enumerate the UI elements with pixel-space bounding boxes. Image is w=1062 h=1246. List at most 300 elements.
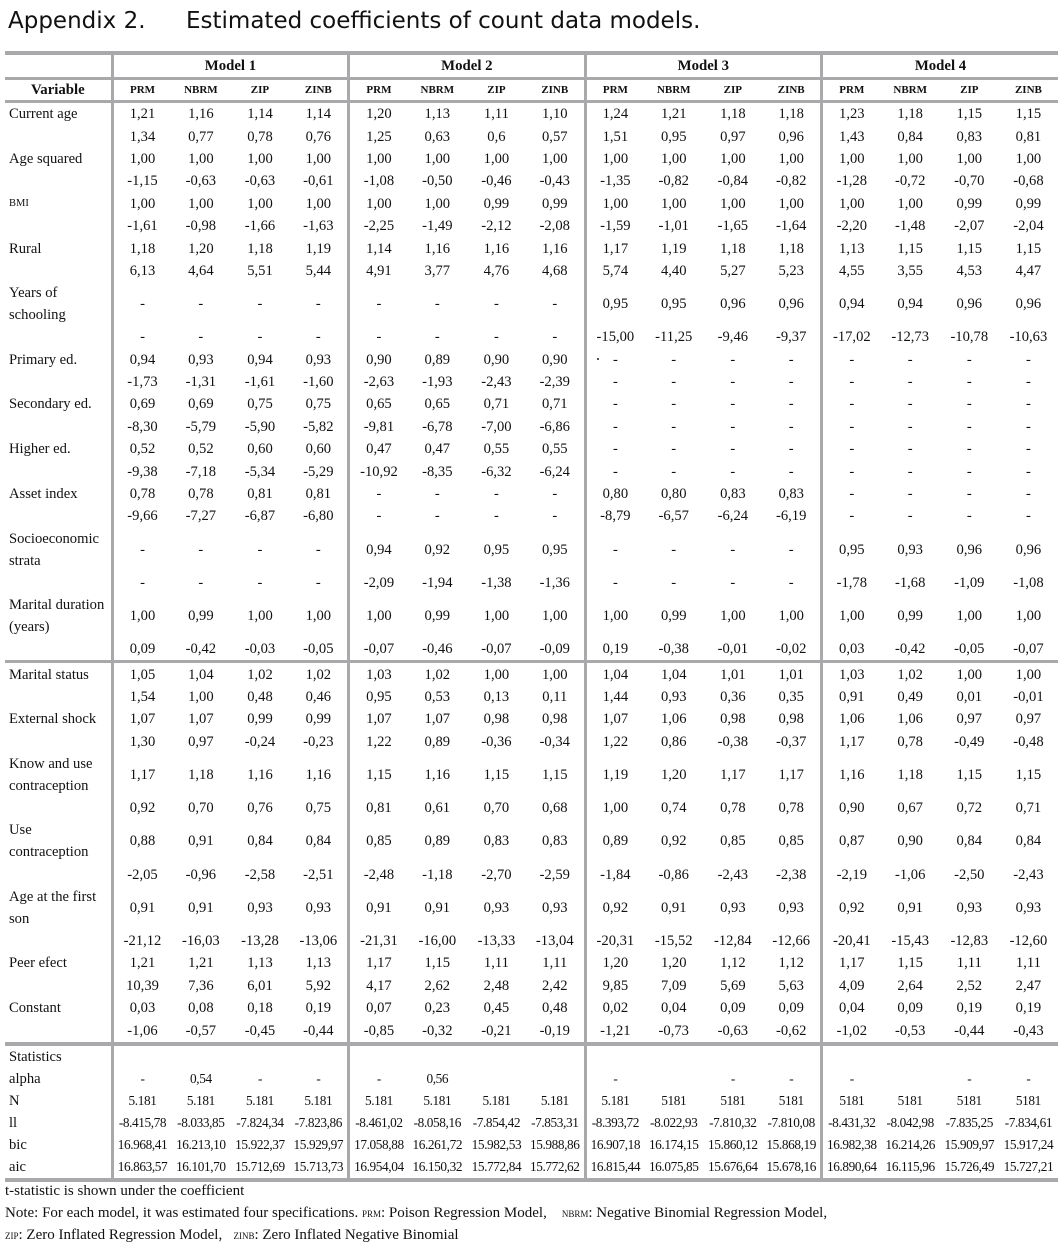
value-cell: 0,92: [424, 541, 451, 558]
value-cell: -: [1025, 374, 1031, 391]
value-cell: 0,98: [778, 711, 804, 728]
value-cell: -5,29: [303, 463, 334, 480]
value-cell: 0,78: [188, 486, 214, 503]
value-cell: [171, 1044, 230, 1068]
value-cell: 0,23: [424, 1000, 451, 1017]
value-cell: 1,43: [822, 125, 881, 147]
value-cell: -0,70: [954, 173, 985, 190]
model-header-row: [5, 53, 1058, 79]
value-cell: 0,78: [897, 733, 923, 750]
value-cell: 0,80: [660, 486, 687, 503]
value-cell: -6,87: [244, 508, 276, 525]
value-cell: -: [434, 329, 440, 346]
value-cell: 1,00: [305, 150, 332, 167]
value-cell: 0,99: [247, 711, 273, 728]
value-cell: 0,09: [112, 638, 171, 662]
value-cell: 5.181: [304, 1092, 333, 1108]
value-cell: -0,62: [762, 1019, 821, 1043]
value-cell: 1,15: [424, 955, 451, 972]
value-cell: -0,63: [244, 173, 276, 190]
variable-label: Current age: [9, 106, 78, 123]
value-cell: 0,76: [247, 800, 273, 817]
value-cell: 1,17: [778, 766, 804, 783]
value-cell: 0,71: [483, 396, 510, 413]
value-cell: 0,52: [112, 438, 171, 460]
value-cell: -0,38: [658, 641, 689, 658]
value-cell: -: [671, 463, 677, 480]
value-cell: -: [822, 416, 881, 438]
value-cell: 0,6: [487, 128, 506, 145]
value-cell: 0,95: [660, 296, 687, 313]
value-cell: 1,07: [424, 711, 451, 728]
value-cell: 1,07: [188, 711, 214, 728]
value-cell: -0,05: [303, 641, 334, 658]
value-cell: -: [967, 1070, 972, 1086]
value-cell: -1,38: [481, 574, 512, 591]
value-cell: 5,74: [585, 260, 644, 282]
value-cell: 1,21: [188, 955, 214, 972]
value-cell: 0,96: [778, 128, 804, 145]
value-cell: 0,93: [188, 351, 214, 368]
value-cell: -: [493, 329, 499, 346]
value-cell: 0,60: [247, 441, 273, 458]
value-cell: 1,18: [720, 106, 746, 123]
value-cell: 5181: [778, 1092, 804, 1108]
variable-label: [5, 863, 112, 885]
value-cell: -1,02: [822, 1019, 881, 1043]
t-statistic-row: [5, 505, 1058, 527]
variable-label: Know and use contraception: [9, 755, 93, 794]
value-cell: -1,66: [244, 218, 276, 235]
value-cell: -1,36: [539, 574, 570, 591]
value-cell: -20,31: [585, 930, 644, 952]
value-cell: -1,48: [894, 218, 926, 235]
value-cell: 0,92: [585, 886, 644, 930]
value-cell: [881, 1044, 940, 1068]
value-cell: 0,09: [720, 1000, 746, 1017]
value-cell: -0,03: [244, 641, 276, 658]
value-cell: 4,64: [188, 262, 214, 279]
variable-label: ll: [9, 1114, 18, 1131]
value-cell: -21,31: [349, 930, 408, 952]
value-cell: -0,98: [185, 218, 217, 235]
value-cell: 1,00: [467, 662, 526, 686]
value-cell: -2,59: [539, 866, 570, 883]
value-cell: 1,01: [762, 662, 821, 686]
value-cell: [822, 1044, 881, 1068]
value-cell: -: [585, 438, 644, 460]
value-cell: 0,84: [305, 833, 332, 850]
value-cell: 0,01: [956, 689, 983, 705]
value-cell: -: [257, 329, 263, 346]
value-cell: 1,00: [483, 608, 510, 625]
spec-header-zinb: ZINB: [999, 79, 1058, 102]
value-cell: 0,84: [897, 128, 923, 145]
value-cell: -: [198, 574, 204, 591]
value-cell: 1,15: [1015, 106, 1042, 123]
t-statistic-row: [5, 797, 1058, 819]
value-cell: [644, 1068, 703, 1090]
value-cell: 2,48: [483, 977, 510, 994]
value-cell: 5,63: [778, 977, 804, 994]
value-cell: 0,96: [1015, 296, 1042, 313]
value-cell: -: [966, 374, 972, 391]
value-cell: 0,72: [956, 800, 983, 817]
value-cell: 0,03: [112, 997, 171, 1019]
value-cell: 1,20: [660, 955, 687, 972]
value-cell: -: [1025, 418, 1031, 435]
value-cell: -0,57: [171, 1019, 230, 1043]
value-cell: 1,04: [644, 662, 703, 686]
value-cell: 15.860,12: [708, 1136, 758, 1152]
value-cell: -2,43: [717, 866, 749, 883]
value-cell: -1,31: [185, 374, 217, 391]
value-cell: -1,35: [585, 170, 644, 192]
value-cell: -: [1025, 396, 1031, 413]
value-cell: -7,00: [481, 418, 512, 435]
value-cell: -2,05: [112, 863, 171, 885]
value-cell: -7.810,08: [767, 1114, 815, 1130]
value-cell: 0,02: [585, 997, 644, 1019]
value-cell: -8.033,85: [177, 1114, 225, 1130]
value-cell: -9,81: [349, 416, 408, 438]
value-cell: 0,81: [247, 486, 273, 503]
value-cell: -: [552, 486, 558, 503]
value-cell: [881, 1068, 940, 1090]
value-cell: -1,61: [112, 215, 171, 237]
value-cell: -6,24: [717, 508, 749, 525]
value-cell: -: [822, 438, 881, 460]
abbr-zip: zip: [5, 1227, 19, 1242]
value-cell: 1,00: [424, 150, 451, 167]
value-cell: 0,65: [424, 396, 451, 413]
value-cell: 1,00: [720, 150, 746, 167]
variable-label: Marital duration (years): [9, 597, 105, 636]
value-cell: 1,00: [526, 662, 585, 686]
value-cell: -: [671, 574, 677, 591]
value-cell: [762, 1044, 821, 1068]
value-cell: 0,81: [305, 486, 332, 503]
value-cell: -: [730, 1070, 735, 1086]
value-cell: -11,25: [655, 329, 693, 346]
value-cell: 1,51: [585, 125, 644, 147]
value-cell: -2,19: [822, 863, 881, 885]
value-cell: -: [198, 296, 204, 313]
value-cell: 1,00: [1015, 150, 1042, 167]
value-cell: 15.982,53: [471, 1136, 522, 1152]
value-cell: 1,14: [305, 106, 332, 123]
value-cell: 0,71: [542, 396, 568, 413]
value-cell: 0,89: [424, 833, 451, 850]
spec-header-zip: ZIP: [703, 79, 762, 102]
value-cell: -0,05: [954, 641, 985, 658]
value-cell: -13,28: [241, 932, 279, 949]
value-cell: -1,09: [954, 574, 985, 591]
value-cell: -0,37: [776, 733, 807, 750]
value-cell: -: [671, 374, 677, 391]
value-cell: 0,19: [585, 638, 644, 662]
value-cell: 0,49: [897, 689, 923, 705]
spec-header-zip: ZIP: [467, 79, 526, 102]
value-cell: 0,08: [188, 1000, 214, 1017]
abbr-zinb: zinb: [233, 1227, 255, 1242]
value-cell: 1,17: [822, 952, 881, 974]
variable-label: [5, 260, 112, 282]
value-cell: 1,16: [247, 766, 273, 783]
value-cell: -8,35: [422, 463, 453, 480]
t-statistic-row: [5, 416, 1058, 438]
value-cell: -0,85: [349, 1019, 408, 1043]
value-cell: 0,80: [585, 483, 644, 505]
variable-label: [5, 460, 112, 482]
coefficient-row: [5, 237, 1058, 259]
value-cell: -12,60: [1009, 932, 1048, 949]
value-cell: -10,78: [950, 329, 989, 346]
table-caption: Estimated coefficients of count data models.: [186, 8, 701, 34]
value-cell: 1,00: [188, 689, 214, 705]
value-cell: 1,00: [247, 608, 273, 625]
t-statistic-row: [5, 460, 1058, 482]
value-cell: -0,21: [467, 1019, 526, 1043]
value-cell: -: [907, 418, 913, 435]
coefficients-body: [5, 102, 1058, 1180]
variable-label: Rural: [9, 240, 42, 257]
value-cell: 1,07: [585, 708, 644, 730]
value-cell: -9,37: [776, 329, 807, 346]
value-cell: 1,00: [956, 150, 983, 167]
value-cell: -: [822, 1068, 881, 1090]
value-cell: 1,16: [188, 106, 214, 123]
value-cell: 0,91: [112, 886, 171, 930]
t-statistic-row: [5, 170, 1058, 192]
value-cell: -: [966, 463, 972, 480]
value-cell: -: [434, 296, 440, 313]
value-cell: 16.863,57: [112, 1156, 171, 1180]
value-cell: -0,07: [349, 638, 408, 662]
value-cell: -13,04: [535, 932, 574, 949]
value-cell: -: [822, 505, 881, 527]
value-cell: -: [788, 351, 794, 368]
value-cell: -0,48: [1013, 733, 1044, 750]
value-cell: -: [434, 486, 440, 503]
value-cell: -: [493, 296, 499, 313]
value-cell: 1,00: [349, 594, 408, 638]
value-cell: -6,24: [539, 463, 570, 480]
value-cell: -: [112, 326, 171, 348]
value-cell: 16.907,18: [585, 1134, 644, 1156]
note-prefix: Note: For each model, it was estimated four specifications.: [5, 1205, 359, 1221]
value-cell: -: [1025, 463, 1031, 480]
def-nbrm: : Negative Binomial Regression Model,: [588, 1205, 828, 1221]
value-cell: 2,52: [956, 977, 983, 994]
value-cell: -6,32: [481, 463, 512, 480]
value-cell: 0,78: [720, 800, 746, 817]
value-cell: -: [315, 296, 321, 313]
coefficient-row: [5, 997, 1058, 1019]
spec-header-zinb: ZINB: [290, 79, 349, 102]
value-cell: 1,16: [305, 766, 332, 783]
value-cell: [526, 1068, 585, 1090]
value-cell: -2,38: [776, 866, 807, 883]
variable-label: [5, 505, 112, 527]
variable-label: [5, 975, 112, 997]
def-zip: : Zero Inflated Regression Model,: [18, 1227, 223, 1243]
value-cell: -5,34: [244, 463, 276, 480]
value-cell: 0,04: [660, 1000, 687, 1017]
value-cell: -: [907, 508, 913, 525]
value-cell: -8.431,32: [822, 1112, 881, 1134]
value-cell: -0,63: [185, 173, 217, 190]
value-cell: 0,99: [305, 711, 332, 728]
variable-label: [5, 416, 112, 438]
value-cell: 5.181: [246, 1092, 274, 1108]
value-cell: 4,47: [1015, 262, 1042, 279]
value-cell: -0,44: [290, 1019, 349, 1043]
value-cell: 0,99: [542, 195, 568, 212]
value-cell: -: [730, 574, 736, 591]
value-cell: 9,85: [585, 975, 644, 997]
value-cell: 0,98: [720, 711, 746, 728]
value-cell: 1,18: [720, 240, 746, 257]
value-cell: -0,84: [717, 173, 749, 190]
coefficient-row: [5, 349, 1058, 371]
value-cell: 0,78: [112, 483, 171, 505]
value-cell: -2,09: [349, 572, 408, 594]
value-cell: 0,87: [822, 819, 881, 863]
value-cell: 3,77: [424, 262, 451, 279]
value-cell: 2,42: [542, 977, 568, 994]
value-cell: 0,70: [188, 800, 214, 817]
value-cell: 0,09: [778, 1000, 804, 1017]
value-cell: 1,02: [290, 662, 349, 686]
note-specs-cont: [5, 1224, 827, 1246]
variable-label: Higher ed.: [9, 441, 71, 458]
value-cell: 0,93: [247, 899, 273, 916]
value-cell: -8,30: [112, 416, 171, 438]
value-cell: -: [671, 396, 677, 413]
value-cell: 1,34: [112, 125, 171, 147]
value-cell: 1,00: [956, 608, 983, 625]
value-cell: 1,24: [585, 102, 644, 126]
variable-label: Years of schooling: [9, 285, 66, 324]
value-cell: -1,08: [349, 170, 408, 192]
note-tstat: t-statistic is shown under the coefficient: [5, 1183, 245, 1199]
value-cell: 0,83: [778, 486, 804, 503]
value-cell: -2,39: [539, 374, 570, 391]
value-cell: -1,63: [303, 218, 334, 235]
value-cell: -7.854,42: [472, 1114, 521, 1130]
value-cell: 0,47: [349, 438, 408, 460]
value-cell: 5.181: [423, 1092, 452, 1108]
value-cell: 0,91: [822, 686, 881, 708]
spec-header-nbrm: NBRM: [408, 79, 467, 102]
value-cell: 15.678,16: [762, 1156, 821, 1180]
abbr-prm: prm: [361, 1205, 381, 1220]
value-cell: 5.181: [482, 1092, 511, 1108]
value-cell: -1,94: [422, 574, 453, 591]
value-cell: 1,15: [897, 955, 923, 972]
value-cell: -15,52: [654, 932, 693, 949]
value-cell: -0,42: [894, 641, 926, 658]
value-cell: -0,42: [185, 641, 217, 658]
value-cell: 1,15: [897, 240, 923, 257]
value-cell: 1,15: [956, 766, 983, 783]
value-cell: -0,24: [244, 733, 276, 750]
value-cell: 1,11: [956, 955, 982, 972]
value-cell: -: [112, 572, 171, 594]
variable-label: aic: [5, 1156, 112, 1180]
value-cell: -0,19: [526, 1019, 585, 1043]
value-cell: 1,16: [542, 240, 568, 257]
value-cell: 0,94: [247, 351, 273, 368]
value-cell: 0,04: [822, 997, 881, 1019]
value-cell: 1,18: [897, 766, 923, 783]
value-cell: -: [788, 574, 794, 591]
value-cell: 0,93: [305, 351, 332, 368]
value-cell: 1,00: [999, 662, 1058, 686]
value-cell: 1,00: [305, 608, 332, 625]
value-cell: -: [822, 460, 881, 482]
value-cell: 1,02: [230, 662, 289, 686]
t-statistic-row: [5, 326, 1058, 348]
value-cell: 1,11: [542, 955, 568, 972]
value-cell: 0,75: [305, 800, 332, 817]
value-cell: -2,48: [349, 863, 408, 885]
value-cell: 5,27: [720, 262, 746, 279]
value-cell: -0,82: [658, 173, 689, 190]
value-cell: -1,21: [585, 1019, 644, 1043]
value-cell: 0,97: [720, 128, 746, 145]
value-cell: -0,61: [303, 173, 334, 190]
value-cell: -: [349, 1068, 408, 1090]
variable-label: [5, 1019, 112, 1043]
value-cell: 0,96: [1015, 541, 1042, 558]
value-cell: 0,55: [542, 441, 568, 458]
value-cell: -: [907, 463, 913, 480]
value-cell: 0,78: [247, 128, 273, 145]
value-cell: 0,98: [483, 711, 510, 728]
value-cell: 0,90: [483, 351, 510, 368]
value-cell: 1,19: [660, 240, 687, 257]
value-cell: -: [730, 374, 736, 391]
value-cell: 0,52: [188, 441, 214, 458]
value-cell: 1,00: [424, 195, 451, 212]
variable-label: N: [9, 1092, 20, 1109]
value-cell: -12,66: [772, 932, 811, 949]
value-cell: -9,38: [112, 460, 171, 482]
value-cell: 15.712,69: [230, 1156, 289, 1180]
value-cell: -: [315, 574, 321, 591]
value-cell: 0,99: [956, 195, 983, 212]
value-cell: 1,00: [349, 193, 408, 215]
value-cell: -16,03: [182, 932, 220, 949]
value-cell: 0,93: [720, 899, 746, 916]
value-cell: 0,48: [542, 1000, 568, 1017]
value-cell: -: [316, 1070, 321, 1086]
value-cell: -0,01: [717, 641, 749, 658]
value-cell: 16.150,32: [408, 1156, 467, 1180]
value-cell: 1,21: [112, 102, 171, 126]
value-cell: 1,02: [408, 662, 467, 686]
coefficient-row: [5, 102, 1058, 126]
value-cell: 0,91: [897, 899, 923, 916]
statistic-row-ll: [5, 1112, 1058, 1134]
value-cell: 0,97: [1015, 711, 1042, 728]
value-cell: -1,18: [422, 866, 453, 883]
variable-label: Socioeconomic strata: [9, 530, 99, 569]
value-cell: 1,00: [720, 608, 746, 625]
value-cell: 1,00: [940, 662, 999, 686]
